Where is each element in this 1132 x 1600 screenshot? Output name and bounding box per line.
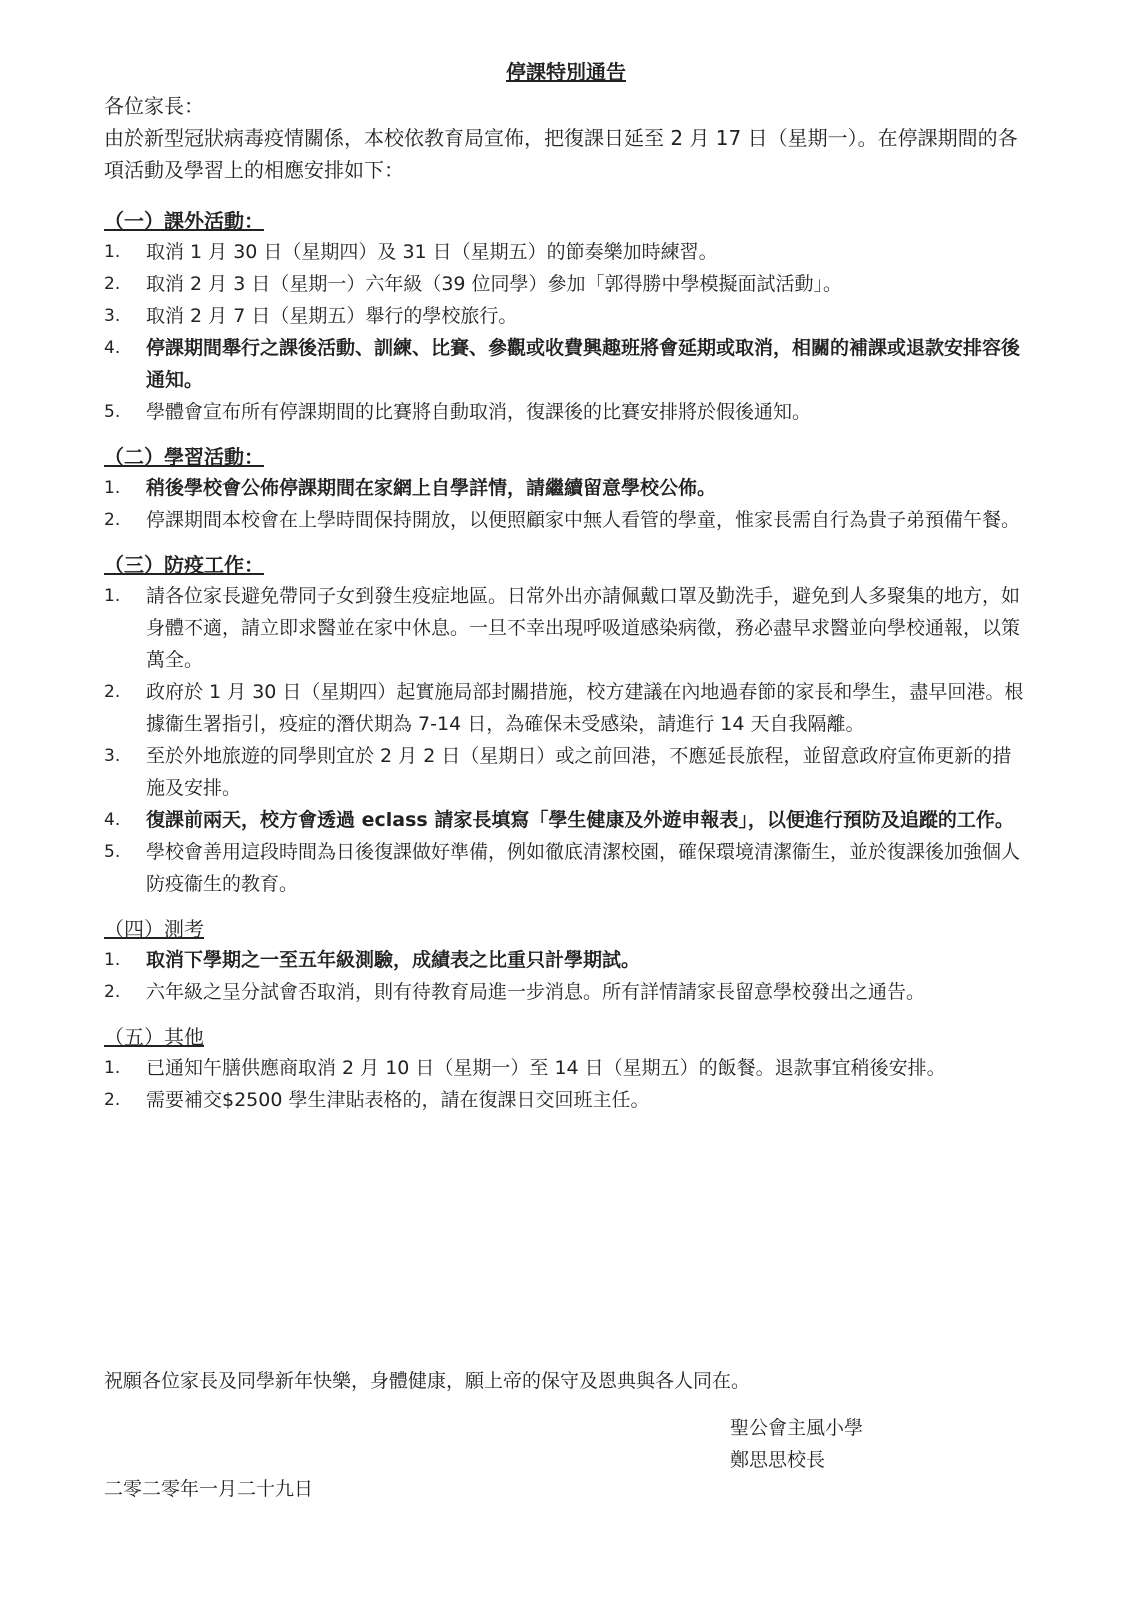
closing-wishes: 祝願各位家長及同學新年快樂，身體健康，願上帝的保守及恩典與各人同在。 (104, 1370, 751, 1392)
item-text: 取消下學期之一至五年級測驗，成績表之比重只計學期試。 (146, 949, 641, 971)
school-name: 聖公會主風小學 (730, 1417, 864, 1439)
item-number: 4. (104, 338, 121, 358)
section-extracurricular (104, 206, 1024, 428)
greeting: 各位家長： (104, 94, 204, 118)
principal-name: 鄭思思校長 (730, 1449, 826, 1471)
notice-title: 停課特別通告 (506, 60, 626, 84)
signature-block (730, 1412, 863, 1476)
item-text: 請各位家長避免帶同子女到發生疫症地區。日常外出亦請佩戴口罩及勤洗手，避免到人多聚集的地方，如身體不適，請立即求醫並在家中休息。一旦不幸出現呼吸道感染病徵，務必盡早求醫並向學校通報，以策萬全。 (146, 585, 1021, 671)
section-others (104, 1022, 1024, 1116)
item-number: 2. (104, 1090, 121, 1110)
item-text: 學校會善用這段時間為日後復課做好準備，例如徹底清潔校園，確保環境清潔衞生，並於復課後加強個人防疫衞生的教育。 (146, 841, 1021, 895)
list-item (104, 676, 1024, 740)
list-item (104, 740, 1024, 804)
notice-date: 二零二零年一月二十九日 (104, 1478, 314, 1500)
item-text: 取消 2 月 3 日（星期一）六年級（39 位同學）參加「郭得勝中學模擬面試活動」。 (146, 273, 843, 295)
section-title: （一）課外活動： (104, 209, 264, 233)
item-text: 停課期間本校會在上學時間保持開放，以便照顧家中無人看管的學童，惟家長需自行為貴子弟預備午餐。 (146, 509, 1021, 531)
item-text: 至於外地旅遊的同學則宜於 2 月 2 日（星期日）或之前回港，不應延長旅程，並留意政府宣佈更新的措施及安排。 (146, 745, 1012, 799)
list-item (104, 396, 1024, 428)
section-title: （四）測考 (104, 917, 204, 941)
item-number: 2. (104, 510, 121, 530)
list-item (104, 300, 1024, 332)
section-title: （二）學習活動： (104, 445, 264, 469)
item-number: 1. (104, 478, 121, 498)
section-title: （三）防疫工作： (104, 553, 264, 577)
item-text: 學體會宣布所有停課期間的比賽將自動取消，復課後的比賽安排將於假後通知。 (146, 401, 812, 423)
list-item (104, 268, 1024, 300)
item-number: 1. (104, 242, 121, 262)
section-prevention (104, 550, 1024, 900)
intro-paragraph: 由於新型冠狀病毒疫情關係，本校依教育局宣佈，把復課日延至 2 月 17 日（星期一）。在停課期間的各項活動及學習上的相應安排如下： (104, 126, 1018, 182)
section-assessment (104, 914, 1024, 1008)
item-number: 1. (104, 586, 121, 606)
item-text: 復課前兩天，校方會透過 eclass 請家長填寫「學生健康及外遊申報表」，以便進行預防及追蹤的工作。 (146, 809, 1014, 831)
item-number: 2. (104, 682, 121, 702)
list-item (104, 804, 1024, 836)
list-item (104, 836, 1024, 900)
list-item (104, 332, 1024, 396)
item-text: 需要補交$2500 學生津貼表格的，請在復課日交回班主任。 (146, 1089, 650, 1111)
item-number: 3. (104, 306, 121, 326)
item-text: 已通知午膳供應商取消 2 月 10 日（星期一）至 14 日（星期五）的飯餐。退款事宜稍後安排。 (146, 1057, 946, 1079)
section-learning (104, 442, 1024, 536)
list-item (104, 236, 1024, 268)
item-number: 1. (104, 950, 121, 970)
item-text: 政府於 1 月 30 日（星期四）起實施局部封關措施，校方建議在內地過春節的家長和學生，盡早回港。根據衞生署指引，疫症的潛伏期為 7-14 日，為確保未受感染，請進行 14 天自我隔離。 (146, 681, 1024, 735)
list-item (104, 1052, 1024, 1084)
item-number: 5. (104, 402, 121, 422)
item-text: 稍後學校會公佈停課期間在家網上自學詳情，請繼續留意學校公佈。 (146, 477, 717, 499)
item-text: 停課期間舉行之課後活動、訓練、比賽、參觀或收費興趣班將會延期或取消，相關的補課或退款安排容後通知。 (146, 337, 1021, 391)
list-item (104, 504, 1024, 536)
item-number: 5. (104, 842, 121, 862)
list-item (104, 472, 1024, 504)
item-text: 取消 1 月 30 日（星期四）及 31 日（星期五）的節奏樂加時練習。 (146, 241, 718, 263)
item-number: 2. (104, 274, 121, 294)
list-item (104, 1084, 1024, 1116)
item-number: 2. (104, 982, 121, 1002)
item-text: 取消 2 月 7 日（星期五）舉行的學校旅行。 (146, 305, 518, 327)
list-item (104, 580, 1024, 676)
item-number: 4. (104, 810, 121, 830)
sections (104, 206, 1024, 1130)
list-item (104, 976, 1024, 1008)
list-item (104, 944, 1024, 976)
item-text: 六年級之呈分試會否取消，則有待教育局進一步消息。所有詳情請家長留意學校發出之通告。 (146, 981, 926, 1003)
section-title: （五）其他 (104, 1025, 204, 1049)
item-number: 3. (104, 746, 121, 766)
item-number: 1. (104, 1058, 121, 1078)
